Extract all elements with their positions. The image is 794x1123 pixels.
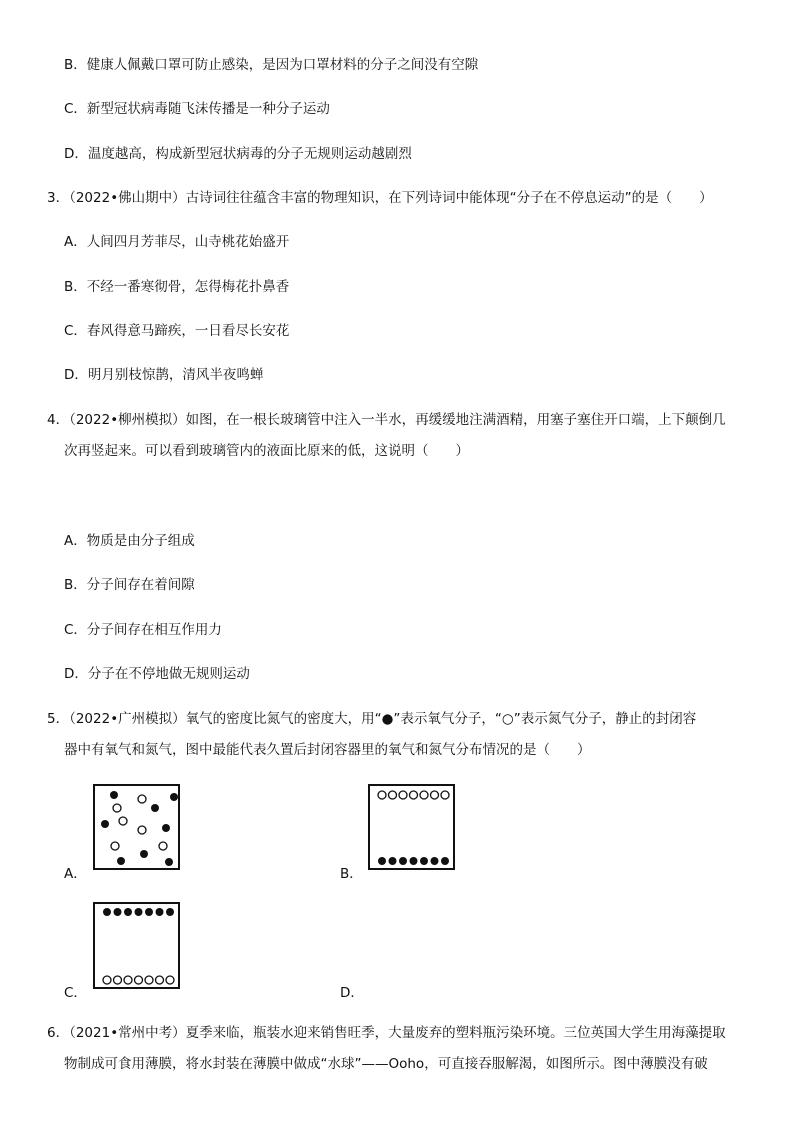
- nitrogen-molecule: [378, 791, 386, 799]
- nitrogen-molecule: [420, 791, 428, 799]
- oxygen-molecule: [420, 857, 428, 865]
- oxygen-molecule: [166, 908, 174, 916]
- oxygen-molecule: [399, 857, 407, 865]
- q5-label-d: D．: [340, 985, 364, 1001]
- nitrogen-molecule: [156, 976, 164, 984]
- q5-label-c: C．: [64, 985, 87, 1001]
- nitrogen-molecule: [124, 976, 132, 984]
- q4-stem-line1: 4．（2022•柳州模拟）如图，在一根长玻璃管中注入一半水，再缓缓地注满酒精，用塞子塞住开口端，上下颠倒几: [47, 412, 726, 428]
- oxygen-molecule: [124, 908, 132, 916]
- nitrogen-molecule: [389, 791, 397, 799]
- q6-stem-line1: 6．（2021•常州中考）夏季来临，瓶装水迎来销售旺季，大量废弃的塑料瓶污染环境。三位英国大学生用海藻提取: [47, 1025, 726, 1041]
- nitrogen-molecule: [113, 804, 121, 812]
- oxygen-molecule: [165, 858, 173, 866]
- oxygen-molecule: [135, 908, 143, 916]
- oxygen-molecule: [389, 857, 397, 865]
- oxygen-molecule: [156, 908, 164, 916]
- container-diagram-b: [368, 784, 455, 870]
- q4-option-d: D．分子在不停地做无规则运动: [64, 666, 250, 682]
- q3-option-a: A．人间四月芳菲尽，山寺桃花始盛开: [64, 234, 290, 250]
- nitrogen-molecule: [399, 791, 407, 799]
- q3-option-c: C．春风得意马蹄疾，一日看尽长安花: [64, 323, 290, 339]
- nitrogen-molecule: [138, 826, 146, 834]
- q5-stem-line1: 5．（2022•广州模拟）氧气的密度比氮气的密度大，用“●”表示氧气分子，“○”表示氮气分子，静止的封闭容: [47, 711, 697, 727]
- nitrogen-molecule: [166, 976, 174, 984]
- nitrogen-molecule: [441, 791, 449, 799]
- oxygen-molecule: [110, 791, 118, 799]
- q4-stem-line2: 次再竖起来。可以看到玻璃管内的液面比原来的低，这说明（ ）: [64, 443, 469, 459]
- molecule-mix-figure: [95, 786, 182, 872]
- nitrogen-molecule: [119, 817, 127, 825]
- q4-option-a: A．物质是由分子组成: [64, 533, 195, 549]
- oxygen-molecule: [140, 850, 148, 858]
- nitrogen-molecule: [431, 791, 439, 799]
- nitrogen-molecule: [111, 842, 119, 850]
- oxygen-molecule: [145, 908, 153, 916]
- molecule-layer-figure: [370, 786, 457, 872]
- nitrogen-molecule: [410, 791, 418, 799]
- q4-option-b: B．分子间存在着间隙: [64, 577, 195, 593]
- oxygen-molecule: [162, 824, 170, 832]
- oxygen-molecule: [151, 804, 159, 812]
- q2-option-b: B．健康人佩戴口罩可防止感染，是因为口罩材料的分子之间没有空隙: [64, 57, 479, 73]
- oxygen-molecule: [441, 857, 449, 865]
- q3-stem: 3．（2022•佛山期中）古诗词往往蕴含丰富的物理知识，在下列诗词中能体现“分子在不停息运动”的是（ ）: [47, 190, 713, 206]
- q5-label-a: A．: [64, 866, 87, 882]
- nitrogen-molecule: [103, 976, 111, 984]
- oxygen-molecule: [431, 857, 439, 865]
- oxygen-molecule: [170, 793, 178, 801]
- nitrogen-molecule: [159, 842, 167, 850]
- oxygen-molecule: [101, 820, 109, 828]
- oxygen-molecule: [103, 908, 111, 916]
- oxygen-molecule: [378, 857, 386, 865]
- molecule-layer-figure: [95, 904, 182, 991]
- q3-option-d: D．明月别枝惊鹊，清风半夜鸣蝉: [64, 367, 264, 383]
- oxygen-molecule: [114, 908, 122, 916]
- container-diagram-c: [93, 902, 180, 989]
- nitrogen-molecule: [138, 795, 146, 803]
- nitrogen-molecule: [145, 976, 153, 984]
- nitrogen-molecule: [114, 976, 122, 984]
- oxygen-molecule: [410, 857, 418, 865]
- q5-stem-line2: 器中有氧气和氮气，图中最能代表久置后封闭容器里的氧气和氮气分布情况的是（ ）: [64, 742, 591, 758]
- q3-option-b: B．不经一番寒彻骨，怎得梅花扑鼻香: [64, 279, 290, 295]
- q4-option-c: C．分子间存在相互作用力: [64, 622, 222, 638]
- q5-label-b: B．: [340, 866, 363, 882]
- q6-stem-line2: 物制成可食用薄膜，将水封装在薄膜中做成“水球”——Ooho，可直接吞服解渴，如图所示。图中薄膜没有破: [64, 1056, 708, 1072]
- oxygen-molecule: [117, 857, 125, 865]
- q2-option-d: D．温度越高，构成新型冠状病毒的分子无规则运动越剧烈: [64, 146, 412, 162]
- q2-option-c: C．新型冠状病毒随飞沫传播是一种分子运动: [64, 101, 330, 117]
- nitrogen-molecule: [135, 976, 143, 984]
- container-diagram-a: [93, 784, 180, 870]
